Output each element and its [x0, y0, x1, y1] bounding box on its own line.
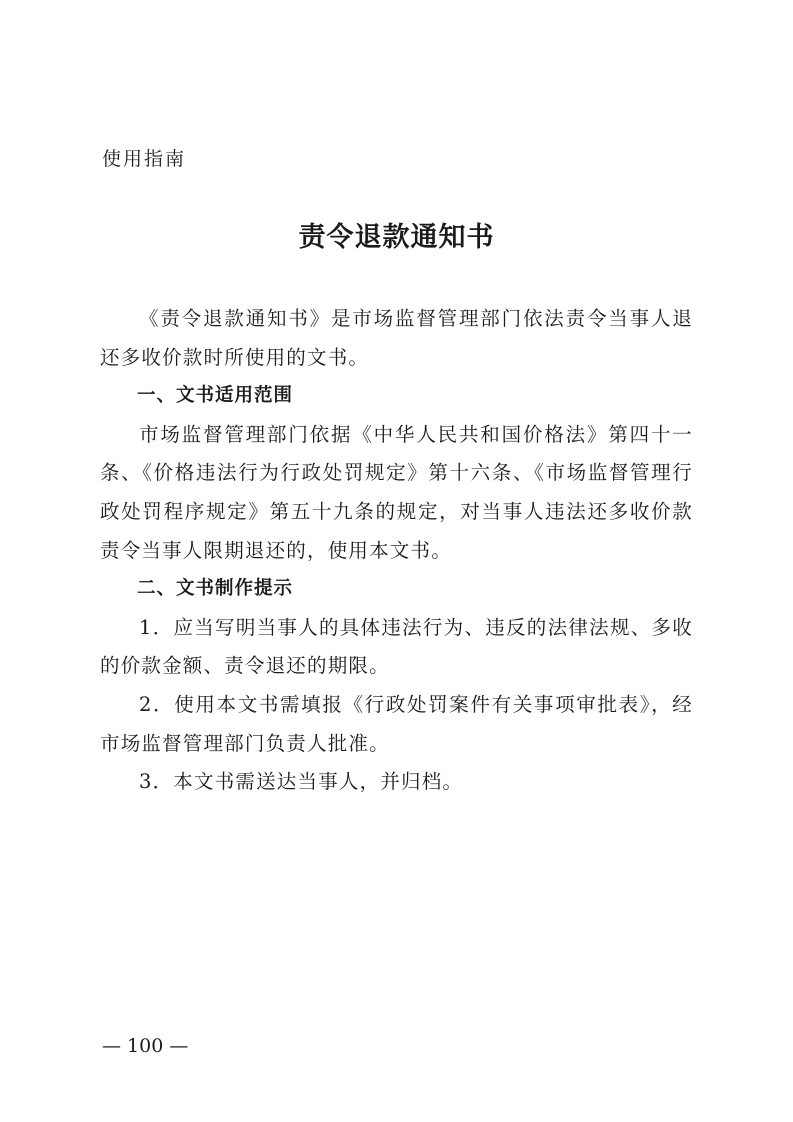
section-label: 使用指南: [102, 148, 187, 170]
section-heading-tips: 二、文书制作提示: [137, 578, 294, 600]
intro-paragraph: 《责令退款通知书》是市场监督管理部门依法责令当事人退还多收价款时所使用的文书。: [100, 307, 693, 369]
document-title: 责令退款通知书: [298, 222, 495, 253]
scope-paragraph: 市场监督管理部门依据《中华人民共和国价格法》第四十一条、《价格违法行为行政处罚规定》第十六条、《市场监督管理行政处罚程序规定》第五十九条的规定，对当事人违法还多收价款责令当事人限期退还的，使用本文书。: [100, 422, 693, 562]
tip-item-1: 1．应当写明当事人的具体违法行为、违反的法律法规、多收的价款金额、责令退还的期限。: [100, 615, 693, 678]
section-heading-scope: 一、文书适用范围: [137, 385, 294, 407]
tip-item-3: 3．本文书需送达当事人，并归档。: [139, 770, 464, 794]
page-number: — 100 —: [102, 1035, 189, 1057]
document-body: [100, 300, 693, 802]
tip-item-2: 2．使用本文书需填报《行政处罚案件有关事项审批表》，经市场监督管理部门负责人批准。: [100, 692, 693, 755]
